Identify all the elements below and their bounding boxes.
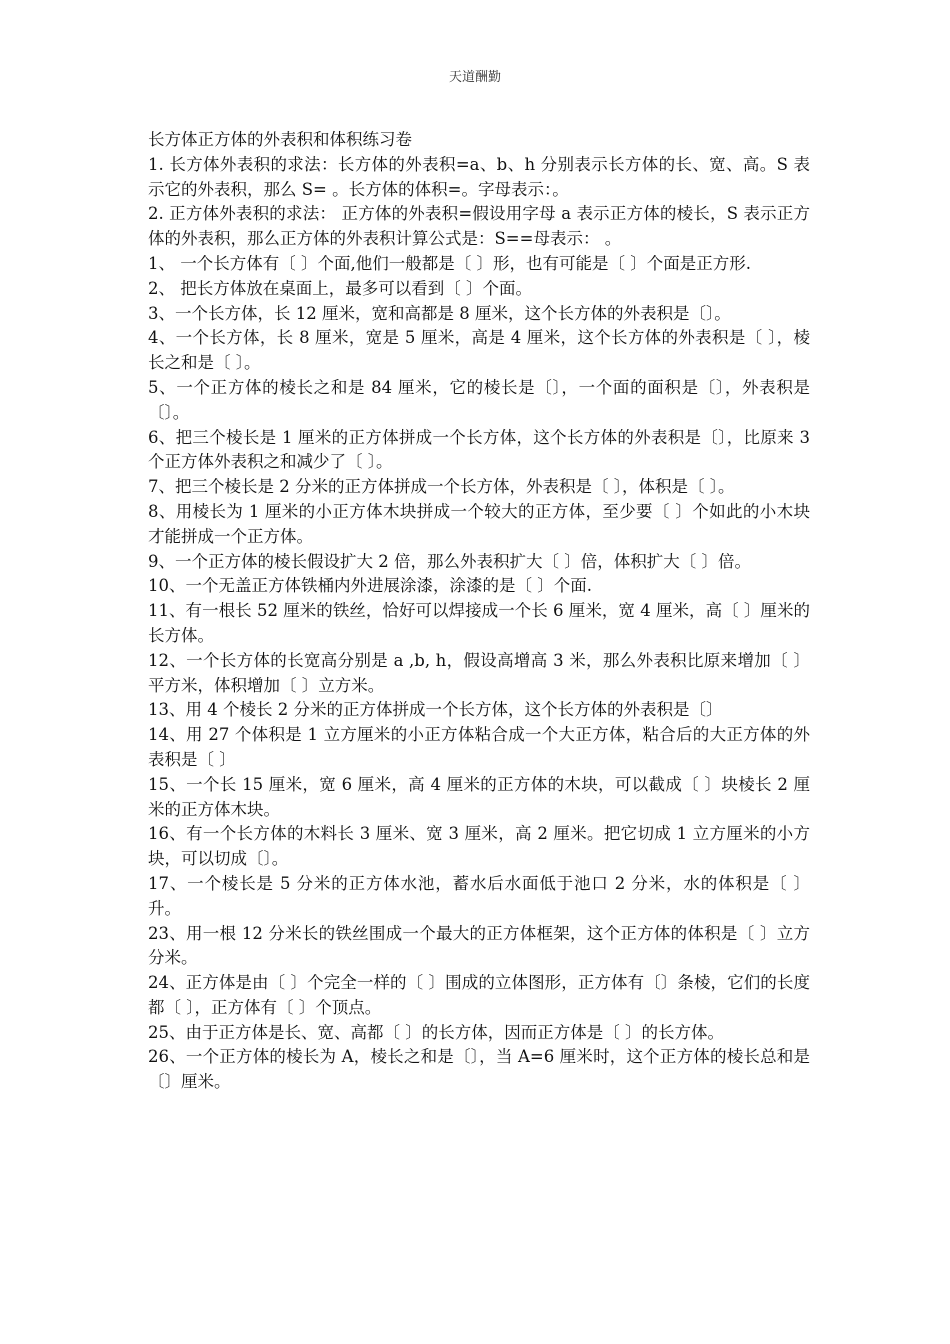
paragraph: 26、一个正方体的棱长为 A，棱长之和是〔〕，当 A=6 厘米时，这个正方体的棱长总和是〔〕厘米。 bbox=[148, 1047, 810, 1092]
paragraph: 1、 一个长方体有〔 〕个面,他们一般都是〔 〕形，也有可能是〔 〕个面是正方形. bbox=[148, 253, 751, 273]
paragraph: 10、一个无盖正方体铁桶内外进展涂漆，涂漆的是〔 〕个面. bbox=[148, 576, 592, 596]
document-title: 长方体正方体的外表积和体积练习卷 bbox=[148, 130, 412, 149]
paragraph: 7、把三个棱长是 2 分米的正方体拼成一个长方体，外表积是〔 〕，体积是〔 〕。 bbox=[148, 477, 735, 497]
paragraph: 24、正方体是由〔 〕个完全一样的〔 〕围成的立体图形，正方体有〔〕条棱，它们的长度都〔 〕，正方体有〔 〕个顶点。 bbox=[148, 973, 810, 1017]
paragraph: 25、由于正方体是长、宽、高都〔 〕的长方体，因而正方体是〔 〕的长方体。 bbox=[148, 1022, 724, 1042]
paragraph: 15、一个长 15 厘米，宽 6 厘米，高 4 厘米的正方体的木块，可以截成〔 〕块棱长 2 厘米的正方体木块。 bbox=[148, 774, 810, 819]
paragraph: 13、用 4 个棱长 2 分米的正方体拼成一个长方体，这个长方体的外表积是〔〕 bbox=[148, 700, 723, 720]
paragraph: 2. 正方体外表积的求法： 正方体的外表积=假设用字母 a 表示正方体的棱长，S 表示正方体的外表积，那么正方体的外表积计算公式是：S==母表示： 。 bbox=[148, 204, 810, 249]
paragraph: 4、一个长方体，长 8 厘米，宽是 5 厘米，高是 4 厘米，这个长方体的外表积是〔 〕，棱长之和是〔 〕。 bbox=[148, 328, 810, 373]
paragraph: 11、有一根长 52 厘米的铁丝，恰好可以焊接成一个长 6 厘米，宽 4 厘米，高〔 〕厘米的长方体。 bbox=[148, 601, 810, 645]
paragraph: 2、 把长方体放在桌面上，最多可以看到〔 〕个面。 bbox=[148, 278, 532, 298]
paragraph: 5、一个正方体的棱长之和是 84 厘米，它的棱长是〔〕，一个面的面积是〔〕，外表积是〔〕。 bbox=[148, 377, 810, 422]
paragraph: 1. 长方体外表积的求法：长方体的外表积=a、b、h 分别表示长方体的长、宽、高。S 表示它的外表积，那么 S= 。长方体的体积=。字母表示：。 bbox=[148, 154, 810, 199]
document-body bbox=[148, 128, 810, 1095]
paragraph: 8、用棱长为 1 厘米的小正方体木块拼成一个较大的正方体，至少要〔 〕个如此的小木块才能拼成一个正方体。 bbox=[148, 501, 810, 546]
page-header: 天道酬勤 bbox=[448, 70, 501, 85]
paragraph: 17、一个棱长是 5 分米的正方体水池，蓄水后水面低于池口 2 分米，水的体积是〔 〕升。 bbox=[148, 873, 810, 918]
paragraph: 9、一个正方体的棱长假设扩大 2 倍，那么外表积扩大〔 〕倍，体积扩大〔 〕倍。 bbox=[148, 551, 751, 571]
paragraph: 16、有一个长方体的木料长 3 厘米、宽 3 厘米，高 2 厘米。把它切成 1 立方厘米的小方块，可以切成〔〕。 bbox=[148, 824, 810, 869]
paragraph: 12、一个长方体的长宽高分别是 a ,b, h，假设高增高 3 米，那么外表积比原来增加〔 〕平方米，体积增加〔 〕立方米。 bbox=[148, 650, 810, 695]
paragraph: 3、一个长方体，长 12 厘米，宽和高都是 8 厘米，这个长方体的外表积是〔〕。 bbox=[148, 303, 731, 323]
paragraph: 23、用一根 12 分米长的铁丝围成一个最大的正方体框架，这个正方体的体积是〔 〕立方分米。 bbox=[148, 923, 810, 968]
paragraph: 14、用 27 个体积是 1 立方厘米的小正方体粘合成一个大正方体，粘合后的大正方体的外表积是〔 〕 bbox=[148, 725, 810, 769]
paragraph: 6、把三个棱长是 1 厘米的正方体拼成一个长方体，这个长方体的外表积是〔〕，比原来 3 个正方体外表积之和减少了〔 〕。 bbox=[148, 427, 810, 472]
